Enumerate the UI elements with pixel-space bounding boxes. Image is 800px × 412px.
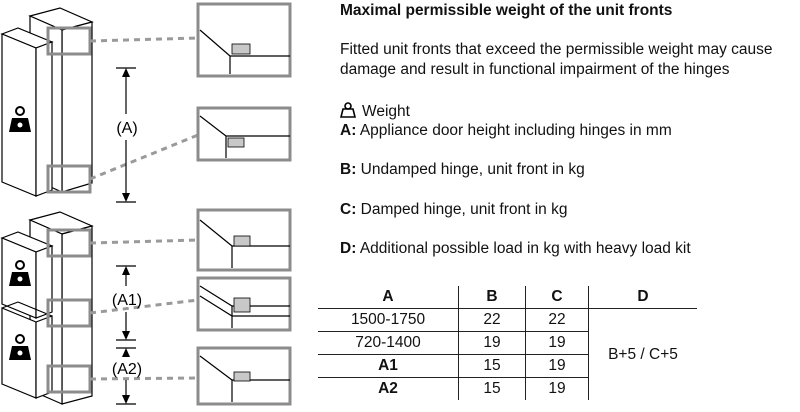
- legend-text: Appliance door height including hinges in mm: [359, 122, 672, 139]
- cell-b: 19: [459, 332, 526, 355]
- column-header-c: C: [526, 286, 589, 309]
- table-row: [318, 309, 697, 332]
- section-title: Maximal permissible weight of the unit fronts: [340, 2, 673, 19]
- appliance-hinge-illustration: [0, 0, 320, 412]
- cell-c: 22: [526, 309, 589, 332]
- table-row: [318, 332, 697, 355]
- column-header-b: B: [459, 286, 526, 309]
- legend-weight: [340, 102, 410, 121]
- hinge-detail-callout: [198, 108, 290, 160]
- weight-table: [318, 286, 697, 400]
- legend-key: D:: [340, 240, 357, 257]
- legend-key: C:: [340, 201, 357, 218]
- legend-text: Undamped hinge, unit front in kg: [360, 161, 585, 178]
- legend-key: A:: [340, 122, 357, 139]
- dimension-label-a2: (A2): [111, 361, 143, 378]
- table-header-row: [318, 286, 697, 309]
- cell-a: 720-1400: [318, 332, 459, 355]
- cell-a: A1: [318, 355, 459, 378]
- legend-a: [340, 122, 672, 140]
- hinge-detail-callout: [198, 4, 290, 76]
- cell-b: 22: [459, 309, 526, 332]
- legend-b: [340, 161, 585, 179]
- table-row: [318, 378, 697, 401]
- legend-text: Additional possible load in kg with heavy load kit: [359, 240, 691, 257]
- cell-d: B+5 / C+5: [589, 332, 698, 378]
- cell-a: A2: [378, 380, 398, 397]
- cell-a: 1500-1750: [318, 309, 459, 332]
- legend-c: [340, 201, 567, 219]
- dimension-label-a: (A): [116, 120, 138, 137]
- hinge-detail-callout: [198, 278, 290, 330]
- column-header-d: D: [589, 286, 698, 309]
- legend-text: Damped hinge, unit front in kg: [360, 201, 568, 218]
- weight-icon: [340, 102, 356, 118]
- legend-weight-text: Weight: [362, 103, 410, 120]
- cell-c: 19: [526, 355, 589, 378]
- legend-key: B:: [340, 161, 357, 178]
- cell-b: 15: [459, 378, 526, 401]
- cell-b: 15: [459, 355, 526, 378]
- legend-d: [340, 240, 691, 258]
- hinge-detail-callout: [198, 210, 290, 270]
- cell-d-blank: [589, 309, 698, 332]
- cell-d-blank: [589, 378, 698, 401]
- dimension-label-a1: (A1): [111, 292, 143, 309]
- cell-c: 19: [526, 332, 589, 355]
- upper-front-panel: [2, 28, 52, 196]
- cell-c: 19: [526, 378, 589, 401]
- column-header-a: A: [318, 286, 459, 309]
- hinge-detail-callout: [198, 348, 290, 404]
- intro-paragraph: Fitted unit fronts that exceed the permissible weight may cause damage and result in functional impairment of the hinges: [340, 41, 773, 78]
